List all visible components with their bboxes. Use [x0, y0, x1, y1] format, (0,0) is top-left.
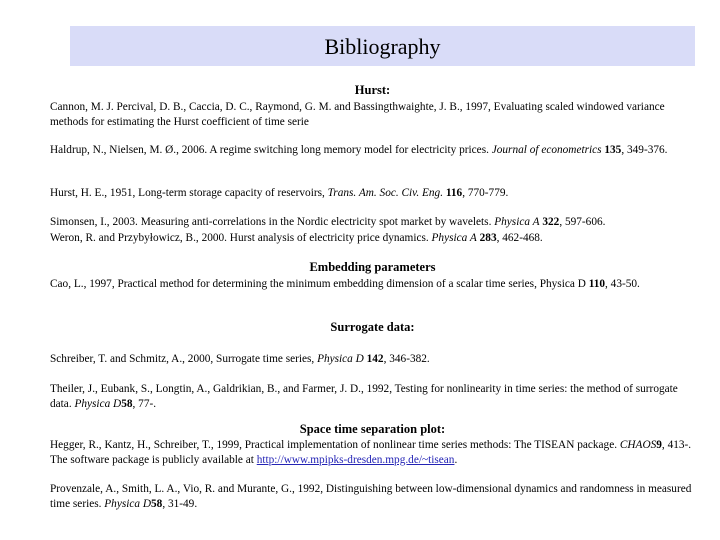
reference-authors: Weron, R. and Przybyłowicz, B., 2000. Hurst analysis of electricity price dynamics. — [50, 232, 432, 244]
journal-name: Physica D — [317, 353, 364, 365]
volume: 322 — [539, 216, 560, 228]
page-title: Bibliography — [324, 34, 441, 59]
pages: , 597-606. — [559, 216, 606, 228]
reference-authors: Haldrup, N., Nielsen, M. Ø., 2006. A regime switching long memory model for electricity prices. — [50, 144, 492, 156]
volume: 58 — [121, 397, 133, 410]
reference-entry — [50, 143, 700, 158]
journal-name: Physica D — [104, 497, 152, 510]
journal-name: CHAOS — [619, 439, 657, 451]
journal-name: Physica A — [494, 216, 540, 228]
reference-entry — [50, 482, 700, 511]
pages: , 770-779. — [462, 187, 509, 199]
pages: , 31-49. — [162, 497, 198, 510]
section-heading-hurst: Hurst: — [354, 83, 391, 97]
reference-authors: Simonsen, I., 2003. Measuring anti-correlations in the Nordic electricity spot market by wavelets. — [50, 216, 495, 228]
journal-name: Physica D — [74, 397, 122, 410]
reference-authors: Hurst, H. E., 1951, Long-term storage capacity of reservoirs, — [50, 187, 328, 199]
reference-note: , 413-. The software package is publicly available at — [50, 439, 692, 466]
volume: 135 — [601, 144, 622, 156]
volume: 110 — [588, 278, 606, 290]
section-heading-surrogate: Surrogate data: — [330, 320, 415, 334]
reference-authors: Hegger, R., Kantz, H., Schreiber, T., 1999, Practical implementation of nonlinear time series methods: The TISEAN package. — [50, 439, 620, 451]
reference-entry — [50, 382, 700, 411]
pages: , 346-382. — [383, 353, 430, 365]
pages: , 43-50. — [605, 278, 640, 290]
reference-entry — [50, 186, 700, 201]
reference-authors: Cao, L., 1997, Practical method for determining the minimum embedding dimension of a scalar time series, Physica D — [50, 278, 589, 290]
reference-entry — [50, 277, 700, 292]
volume: 9 — [656, 439, 662, 451]
section-heading-space-time: Space time separation plot: — [299, 422, 446, 436]
volume: 142 — [363, 353, 384, 365]
volume: 116 — [443, 187, 463, 199]
reference-entry — [50, 100, 700, 129]
journal-name: Trans. Am. Soc. Civ. Eng. — [327, 187, 444, 199]
pages: . — [454, 453, 458, 466]
reference-entry — [50, 215, 700, 230]
pages: , 462-468. — [496, 232, 543, 244]
reference-text: Cannon, M. J. Percival, D. B., Caccia, D. C., Raymond, G. M. and Bassingthwaighte, J. B., 1997, Evaluating scaled windowed variance methods for estimating the Hurst coefficient of time serie — [50, 101, 665, 128]
reference-entry — [50, 438, 700, 467]
reference-authors: Provenzale, A., Smith, L. A., Vio, R. and Murante, G., 1992, Distinguishing between low-dimensional dynamics and randomness in measured time series. — [50, 483, 692, 510]
pages: , 77-. — [132, 397, 157, 410]
tisean-link[interactable]: http://www.mpipks-dresden.mpg.de/~tisean — [256, 453, 455, 466]
section-heading-embedding: Embedding parameters — [309, 260, 436, 274]
reference-authors: Theiler, J., Eubank, S., Longtin, A., Galdrikian, B., and Farmer, J. D., 1992, Testing for nonlinearity in time series: the method of surrogate data. — [50, 383, 678, 410]
reference-entry — [50, 231, 700, 246]
journal-name: Physica A — [431, 232, 477, 244]
title-banner — [70, 26, 695, 66]
reference-entry — [50, 352, 700, 367]
journal-name: Journal of econometrics — [491, 144, 602, 156]
volume: 58 — [151, 497, 163, 510]
pages: , 349-376. — [621, 144, 668, 156]
volume: 283 — [476, 232, 497, 244]
reference-authors: Schreiber, T. and Schmitz, A., 2000, Surrogate time series, — [50, 353, 318, 365]
